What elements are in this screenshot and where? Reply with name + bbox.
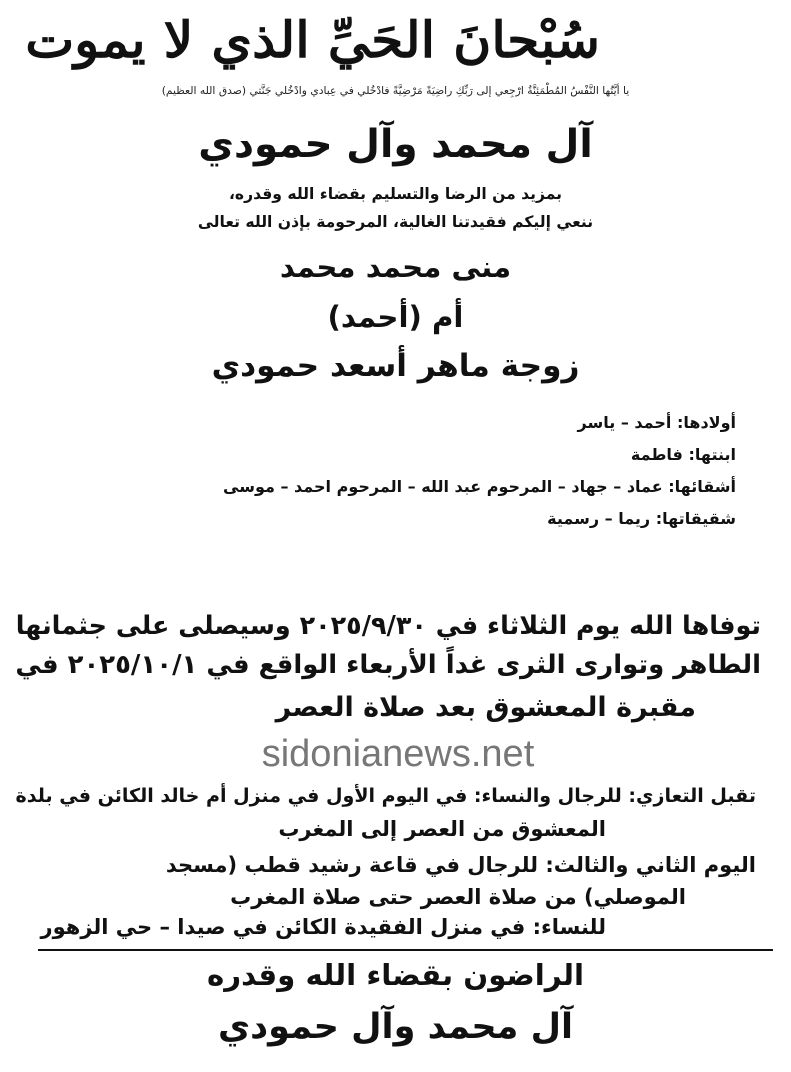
- deceased-wife-of: زوجة ماهر أسعد حمودي: [211, 348, 580, 384]
- condolences-line: للنساء: في منزل الفقيدة الكائن في صيدا – حي الزهور: [40, 915, 606, 939]
- condolences-line: الموصلي) من صلاة العصر حتى صلاة المغرب: [230, 885, 686, 909]
- relatives-brothers: أشقائها: عماد – جهاد – المرحوم عبد الله – المرحوم احمد – موسى: [223, 477, 736, 496]
- condolences-line: اليوم الثاني والثالث: للرجال في قاعة رشيد قطب (مسجد: [165, 853, 756, 877]
- watermark: sidonianews.net: [261, 733, 535, 775]
- death-notice-line: مقبرة المعشوق بعد صلاة العصر: [275, 692, 696, 723]
- deceased-mother-of: أم (أحمد): [327, 300, 464, 334]
- quran-verse: يا أيَّتُها النَّفْسُ المُطْمَئِنَّةُ ارْجِعي إلى رَبِّكِ راضِيَةً مَرْضِيَّةً فادْخُلي في عِبادي وادْخُلي جَنَّتي (صدق الله العظيم): [161, 84, 630, 97]
- divider: [38, 949, 773, 951]
- closing-family: آل محمد وآل حمودي: [217, 1006, 574, 1047]
- death-notice-line: الطاهر وتوارى الثرى غداً الأربعاء الواقع في ٢٠٢٥/١٠/١ في: [15, 650, 761, 680]
- deceased-name: منى محمد محمد: [279, 250, 512, 284]
- condolences-line: تقبل التعازي: للرجال والنساء: في اليوم الأول في منزل أم خالد الكائن في بلدة: [15, 785, 756, 807]
- condolences-line: المعشوق من العصر إلى المغرب: [278, 817, 606, 841]
- relatives-daughter: ابنتها: فاطمة: [630, 445, 736, 464]
- family-title: آل محمد وآل حمودي: [198, 122, 593, 167]
- relatives-sisters: شقيقاتها: ريما – رسمية: [547, 509, 736, 528]
- relatives-sons: أولادها: أحمد – ياسر: [577, 413, 736, 432]
- intro-line: ننعي إليكم فقيدتنا الغالية، المرحومة بإذن الله تعالى: [197, 213, 594, 231]
- closing-line: الراضون بقضاء الله وقدره: [207, 958, 584, 992]
- intro-line: بمزيد من الرضا والتسليم بقضاء الله وقدره،: [228, 185, 563, 203]
- death-notice-line: توفاها الله يوم الثلاثاء في ٢٠٢٥/٩/٣٠ وسيصلى على جثمانها: [15, 611, 761, 641]
- calligraphy-header: سُبْحانَ الحَيِّ الذي لا يموت: [25, 11, 600, 70]
